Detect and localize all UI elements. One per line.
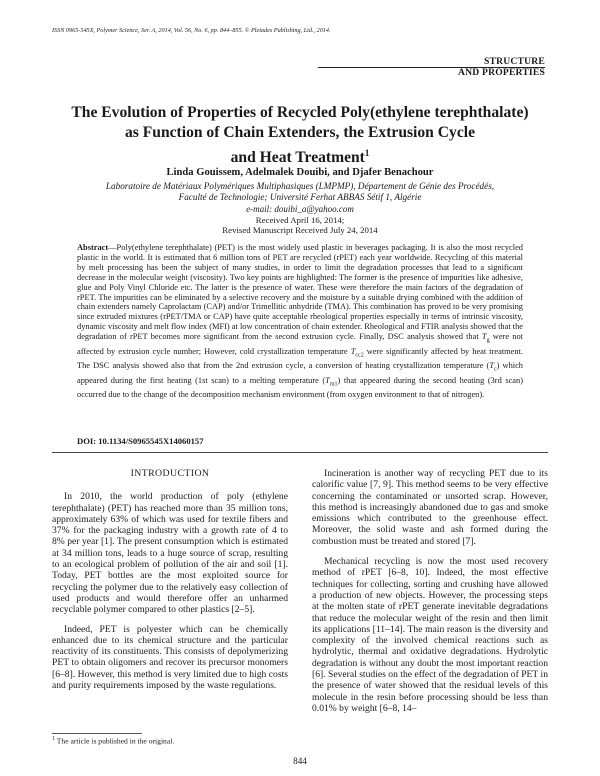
left-column (52, 468, 288, 699)
received-dates (40, 215, 560, 235)
left-paragraph-1: In 2010, the world production of poly (ethylene terephthalate) (PET) has reached more than 35 million tons, approximately 63% of which was used for textile fibers and 37% for the packaging industry with a growth rate of 4 to 8% per year [1]. The present consumption which is estimated at 34 million tons, leads to a huge source of scrap, resulting to an ecological problem of pollution of the air and soil [1]. Today, PET bottles are the most exploited source for recycling the polymer due to the relatively easy collection of used products and would therefore offer an unharmed recyclable polymer compared to other plastics [2–5]. (52, 491, 288, 616)
abstract-text-1: —Poly(ethylene terephthalate) (PET) is the most widely used plastic in beverages packaging. It is also the most recycled plastic in the world. It is estimated that 6 million tons of PET are recycled (rPET) each year worldwide. Recycling of this material by melt processing has been the subject of many studies, in order to limit the degradation processes that lead to a significant decrease in the molecular weight (viscosity). Two key points are highlighted: The former is the presence of impurities like adhesive, glue and Poly Vinyl Chloride etc. The latter is the presence of water. These were therefore the main factors of the degradation of rPET. The impurities can be eliminated by a selective recovery and the moisture by a suitable drying combined with the addition of chain extenders namely Caprolactam (CAP) and/or Trimellitic anhydride (TMA). This combination has proved to be very promising since extruded mixtures (rPET/TMA or CAP) have quite acceptable rheological properties especially in terms of intrinsic viscosity, dynamic viscosity and melt flow index (MFI) at low concentration of chain extender. Rheological and FTIR analysis showed that the degradation of rPET becomes more significant from the second extrusion cycle. Finally, DSC analysis showed that (77, 243, 523, 342)
section-rule (318, 67, 545, 68)
section-label-line1: STRUCTURE (484, 56, 545, 67)
abstract-text-5: ) that appeared during the second heating (3rd scan) occurred due to the change of the decomposition mechanism environment (from oxygen environment to that of nitrogen). (77, 375, 523, 400)
tg-subscript: g (486, 337, 490, 344)
footnote-text: The article is published in the original. (55, 736, 175, 746)
revised-date: Revised Manuscript Received July 24, 2014 (222, 225, 378, 235)
tm-subscript: m1 (329, 381, 338, 388)
received-date: Received April 16, 2014; (255, 215, 345, 225)
title-line-3-text: and Heat Treatment (230, 149, 365, 167)
title-line-1: The Evolution of Properties of Recycled Poly(ethylene terephthalate) (71, 104, 529, 121)
tcc-subscript: cc2 (355, 352, 364, 359)
left-paragraph-2: Indeed, PET is polyester which can be chemically enhanced due to its chemical structure and the particular reactivity of its constituents. This consists of depolymerizing PET to obtain oligomers and recover its precursor monomers [6–8]. However, this method is very limited due to high costs and purity requirements imposed by the waste regulations. (52, 623, 288, 692)
right-column (312, 468, 548, 723)
right-paragraph-1: Incineration is another way of recycling PET due to its calorific value [7, 9]. This method seems to be very effective concerning the contaminated or unsorted scrap. However, this method is increasingly abandoned due to gas and smoke emissions which contributed to the greenhouse effect. Moreover, the solid waste and ash formed during the combustion must be treated and stored [7]. (312, 468, 548, 547)
affiliation-line-1: Laboratoire de Matériaux Polymériques Multiphasiques (LMPMP), Département de Génie des Procédés, (105, 181, 495, 191)
article-title (40, 103, 560, 168)
right-paragraph-2: Mechanical recycling is now the most used recovery method of rPET [6–8, 10]. Indeed, the most effective techniques for collecting, sorting and crushing have allowed a production of new objects. However, the processing steps at the molten state of rPET generate inevitable degradations that reduce the molecular weight of the resin and then limit its applications [11–14]. The main reason is the diversity and complexity of the involved chemical reactions such as hydrolytic, thermal and oxidative degradations. Hydrolytic degradation is without any doubt the most important reaction [6]. Several studies on the effect of the degradation of PET in the presence of water showed that the residual levels of this molecule in the resin before processing should be less than 0.01% by weight [6–8, 14– (312, 556, 548, 714)
title-line-3 (40, 143, 560, 168)
section-label-line2: AND PROPERTIES (458, 67, 545, 78)
tcc-symbol: T (350, 346, 356, 356)
authors: Linda Gouissem, Adelmalek Douibi, and Djafer Benachour (166, 167, 434, 178)
abstract-lead: Abstract (77, 243, 109, 252)
tc-subscript: c (494, 366, 497, 373)
section-label (458, 56, 545, 78)
tc-symbol: T (489, 361, 494, 371)
title-line-2: as Function of Chain Extenders, the Extrusion Cycle (124, 124, 475, 141)
page-number: 844 (293, 756, 307, 766)
title-footnote-mark: 1 (364, 148, 370, 158)
affiliation-line-2: Faculté de Technologie; Université Ferhat ABBAS Sétif 1, Algérie (178, 192, 422, 202)
footnote (52, 736, 174, 746)
abstract-text-4: ) which appeared during the first heating (1st scan) to a melting temperature ( (77, 361, 523, 385)
tm-symbol: T (325, 375, 330, 385)
affiliation (60, 181, 540, 203)
tg-symbol: T (481, 332, 487, 342)
email: e-mail: douibi_a@yahoo.com (246, 204, 354, 214)
abstract-text-2: were not affected by extrusion cycle number; However, cold crystallization temperature (77, 332, 523, 356)
abstract-divider (52, 452, 548, 453)
footnote-divider (52, 733, 142, 734)
doi: DOI: 10.1134/S0965545X14060157 (77, 436, 204, 446)
journal-header: ISSN 0965-545X, Polymer Science, Ser. A, 2014, Vol. 56, No. 6, pp. 844–855. © Pleiades Publishing, Ltd., 2014. (52, 27, 331, 34)
abstract-text-3: were significantly affected by heat treatment. The DSC analysis showed also that from the 2nd extrusion cycle, a conversion of heating crystallization temperature ( (77, 346, 523, 371)
introduction-heading: INTRODUCTION (130, 468, 210, 479)
footnote-mark: 1 (52, 736, 55, 742)
abstract (77, 243, 523, 400)
